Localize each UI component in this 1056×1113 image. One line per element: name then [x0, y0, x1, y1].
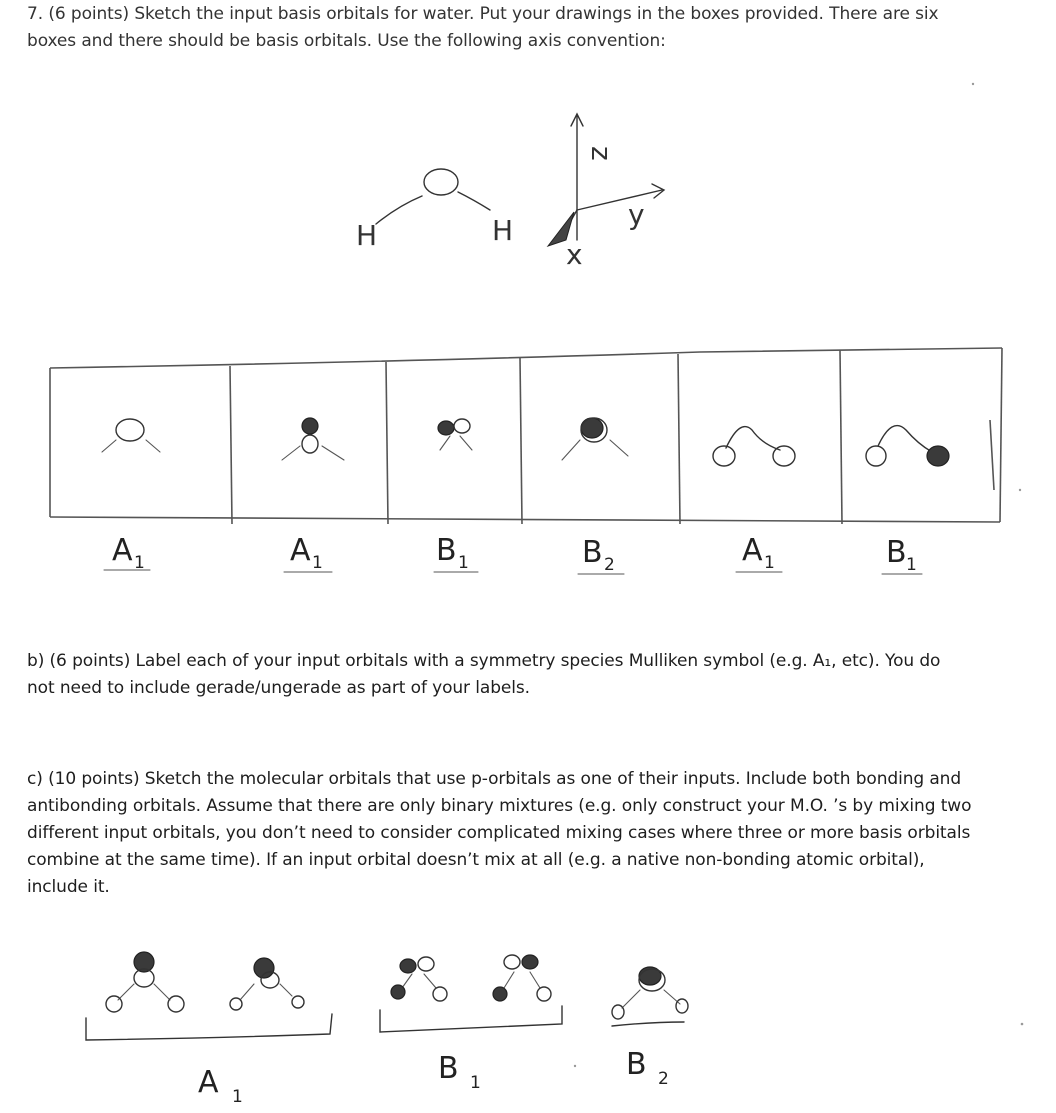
- h-h-bonds: [726, 427, 780, 450]
- scan-speck: [1019, 489, 1021, 491]
- pz-lobe-top-filled: [254, 958, 274, 978]
- z-axis-label: z: [585, 146, 618, 161]
- box-divider-5: [840, 350, 842, 524]
- h-right-atom: H: [492, 214, 514, 247]
- mo-b2-label-main: B: [626, 1047, 647, 1082]
- pz-lobe-top-filled: [302, 418, 318, 434]
- h1s-right-filled: [927, 446, 949, 466]
- oxygen-2s-circle: [116, 419, 144, 441]
- box-3-orbital: [438, 419, 472, 450]
- bond-left: [118, 984, 134, 1000]
- h-left-atom: H: [356, 219, 378, 252]
- box-2-orbital: [282, 418, 344, 460]
- bond-left: [440, 436, 450, 450]
- question-c-line-3: different input orbitals, you don’t need to consider complicated mixing cases where three or more basis orbitals: [27, 823, 971, 843]
- bond-right: [146, 440, 160, 452]
- bond-right: [322, 446, 344, 460]
- y-axis-label: y: [628, 198, 645, 231]
- box-1-orbital: [102, 419, 160, 452]
- box-4-orbital: [562, 418, 628, 460]
- box-2-label-main: A: [290, 533, 311, 568]
- question-c-line-2: antibonding orbitals. Assume that there are only binary mixtures (e.g. only construct your M.O. ’s by mixing two: [27, 796, 972, 816]
- y-axis-line: [577, 190, 662, 210]
- mo-a1-bonding: [106, 952, 184, 1012]
- box-4-label: [578, 535, 624, 575]
- mo-b1-label-main: B: [438, 1051, 459, 1086]
- question-b-line-1: b) (6 points) Label each of your input orbitals with a symmetry species Mulliken symbol (e.g. A₁, etc). You do: [27, 651, 941, 671]
- bond-left: [402, 974, 412, 988]
- bond-right: [460, 436, 472, 450]
- bond-left: [562, 440, 580, 460]
- h1s-left-open: [612, 1005, 624, 1019]
- bond-left: [504, 972, 514, 988]
- mo-a1-label-sub: 1: [232, 1087, 243, 1107]
- box-1-label-main: A: [112, 533, 133, 568]
- box-3-label-sub: 1: [458, 553, 469, 573]
- bond-right: [458, 192, 490, 210]
- box-3-label: [434, 533, 478, 573]
- question-c-line-1: c) (10 points) Sketch the molecular orbitals that use p-orbitals as one of their inputs. Include both bonding and: [27, 769, 962, 789]
- bond-left: [102, 440, 116, 452]
- question-c-line-5: include it.: [27, 877, 110, 897]
- box-2-label-sub: 1: [312, 553, 323, 573]
- question-c-text: [27, 766, 1037, 901]
- box-5-label-sub: 1: [764, 553, 775, 573]
- bond-left: [282, 446, 300, 460]
- box-5-label-main: A: [742, 533, 763, 568]
- box-divider-6: [1000, 348, 1002, 522]
- mo-b1-label-sub: 1: [470, 1073, 481, 1093]
- box-4-label-main: B: [582, 535, 603, 570]
- box-5-label: [736, 533, 782, 573]
- h1s-right-open: [537, 987, 551, 1001]
- px-lobe-left-open: [504, 955, 520, 969]
- box-4-label-sub: 2: [604, 555, 615, 575]
- h1s-right-open: [773, 446, 795, 466]
- box-5-orbital: [713, 427, 795, 466]
- mo-a1-bracket: [86, 1014, 332, 1040]
- oxygen-atom-circle: [424, 169, 458, 195]
- bond-right: [530, 972, 540, 988]
- h1s-right-open: [433, 987, 447, 1001]
- px-lobe-left-filled: [438, 421, 454, 435]
- question-c-line-4: combine at the same time). If an input orbital doesn’t mix at all (e.g. a native non-bonding atomic orbital),: [27, 850, 925, 870]
- py-lobe-filled: [581, 418, 603, 438]
- px-lobe-left-filled: [400, 959, 416, 973]
- bond-left: [376, 196, 422, 224]
- pz-lobe-bottom-open: [302, 435, 318, 453]
- bond-left: [622, 990, 640, 1008]
- x-axis-label: x: [566, 238, 583, 271]
- box-6-label: [882, 535, 922, 575]
- box-extra-stroke: [990, 420, 994, 490]
- mo-b1-antibonding: [493, 955, 551, 1001]
- h1s-left-open: [713, 446, 735, 466]
- px-lobe-right-open: [418, 957, 434, 971]
- box-row-top-edge: [50, 348, 1002, 368]
- h1s-right-open: [676, 999, 688, 1013]
- orbital-boxes: [50, 348, 1002, 575]
- question-b-text: [27, 648, 1037, 702]
- box-divider-4: [678, 354, 680, 524]
- bond-left: [240, 984, 254, 1000]
- box-6-label-main: B: [886, 535, 907, 570]
- mo-b2-nonbonding: [612, 967, 688, 1019]
- box-2-label: [284, 533, 332, 573]
- scan-speck: [574, 1065, 576, 1067]
- mo-b1-bonding: [391, 957, 447, 1001]
- question-7-line-1: 7. (6 points) Sketch the input basis orbitals for water. Put your drawings in the boxes provided. There are six: [27, 4, 939, 24]
- mo-b2-label-sub: 2: [658, 1069, 669, 1089]
- box-divider-2: [386, 362, 388, 524]
- box-6-label-sub: 1: [906, 555, 917, 575]
- box-divider-1: [230, 366, 232, 524]
- h1s-right-open: [292, 996, 304, 1008]
- bond-right: [280, 984, 292, 996]
- h1s-left-open: [106, 996, 122, 1012]
- axis-convention-sketch: [356, 114, 664, 271]
- question-b-line-2: not need to include gerade/ungerade as part of your labels.: [27, 678, 530, 698]
- box-3-label-main: B: [436, 533, 457, 568]
- h1s-left-filled: [391, 985, 405, 999]
- box-row-bottom-edge: [50, 517, 1000, 522]
- mo-sketches: [86, 952, 688, 1107]
- px-lobe-right-filled: [522, 955, 538, 969]
- question-7-line-2: boxes and there should be basis orbitals. Use the following axis convention:: [27, 31, 666, 51]
- mo-a1-label-main: A: [198, 1065, 219, 1100]
- bond-right: [154, 984, 170, 1000]
- h1s-left-open: [866, 446, 886, 466]
- box-1-label: [104, 533, 150, 573]
- box-1-label-sub: 1: [134, 553, 145, 573]
- scan-speck: [972, 83, 974, 85]
- scan-speck: [1021, 1023, 1024, 1026]
- mo-a1-antibonding: [230, 958, 304, 1010]
- bond-right: [610, 440, 628, 456]
- mo-b1-bracket: [380, 1006, 562, 1032]
- box-divider-3: [520, 358, 522, 524]
- h1s-left-filled: [493, 987, 507, 1001]
- box-6-orbital: [866, 426, 949, 466]
- mo-b2-underline: [612, 1022, 684, 1026]
- h1s-right-open: [168, 996, 184, 1012]
- bond-right: [424, 974, 436, 988]
- h1s-left-open: [230, 998, 242, 1010]
- px-lobe-right-open: [454, 419, 470, 433]
- h-h-bonds: [878, 426, 932, 452]
